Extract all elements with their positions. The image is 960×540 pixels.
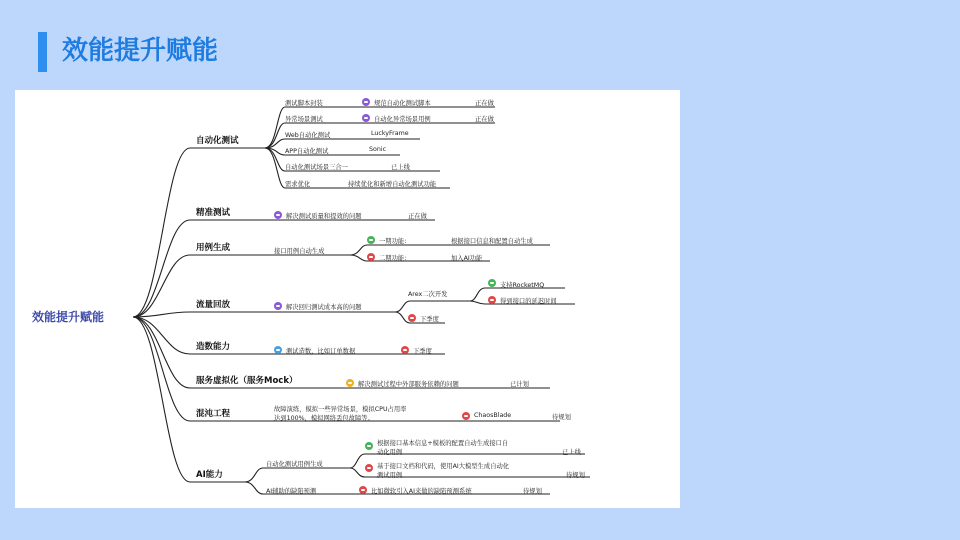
branch-chaos-engineering: 混沌工程 (196, 409, 231, 419)
page-title: 效能提升赋能 (62, 36, 219, 66)
status-label: 下季度 (413, 348, 432, 355)
node-note: 自动化异常场景用例 (374, 116, 431, 123)
node-phase-one: 一期功能: (379, 238, 407, 245)
node-latency: 得到接口的延迟时间 (500, 298, 557, 305)
node-requirement-optimization: 需求优化 (285, 181, 311, 188)
blue-dot-icon (274, 346, 282, 354)
node-note: 解决测试过程中外部服务依赖的问题 (358, 381, 459, 388)
node-chaos-desc-line1: 故障演练，模拟一些异常场景，模拟CPU占用率 (274, 406, 407, 413)
node-ai-defect-prediction: AI辅助的缺陷预测 (266, 488, 317, 495)
branch-traffic-replay: 流量回放 (196, 300, 231, 310)
status-label: 已计划 (510, 381, 529, 388)
node-three-in-one: 自动化测试场景三合一 (285, 164, 348, 171)
node-arex: Arex二次开发 (408, 291, 448, 298)
mindmap-root: 效能提升赋能 (32, 310, 105, 324)
status-label: 下季度 (420, 316, 439, 323)
node-script-encapsulation: 测试脚本封装 (285, 100, 323, 107)
node-exception-scenario: 异常场景测试 (285, 116, 323, 123)
status-label: 正在做 (475, 116, 494, 123)
red-dot-icon (367, 253, 375, 261)
title-accent-bar (38, 32, 47, 72)
purple-dot-icon (274, 211, 282, 219)
purple-dot-icon (362, 98, 370, 106)
node-note: 根据接口信息和配置自动生成 (451, 238, 533, 245)
node-ai-item2-line1: 基于接口文档和代码，使用AI大模型生成自动化 (377, 463, 510, 470)
green-dot-icon (365, 442, 373, 450)
node-api-case-autogen: 接口用例自动生成 (274, 248, 325, 255)
node-phase-two: 二期功能: (379, 255, 407, 262)
node-note: LuckyFrame (371, 130, 409, 137)
node-note: 测试造数，比如订单数据 (286, 348, 356, 355)
node-note: 持续优化和新增自动化测试功能 (348, 181, 437, 188)
node-ai-item1-line1: 根据接口基本信息+模板的配置自动生成接口自 (377, 440, 509, 447)
branch-precision-testing: 精准测试 (196, 208, 231, 218)
node-ai-item1-line2: 动化用例 (377, 449, 403, 456)
node-auto-case-generation: 自动化测试用例生成 (266, 461, 323, 468)
node-note: 加入AI功能 (451, 255, 483, 262)
node-note: Sonic (369, 146, 387, 153)
red-dot-icon (488, 296, 496, 304)
purple-dot-icon (362, 114, 370, 122)
node-web-automation: Web自动化测试 (285, 132, 331, 139)
mindmap-connectors (15, 90, 680, 508)
node-note: 解决测试质量和提效的问题 (286, 213, 362, 220)
status-label: 已上线 (562, 449, 581, 456)
node-note: 解决回归测试成本高的问题 (286, 304, 362, 311)
mindmap-panel (15, 90, 680, 508)
branch-service-virtualization: 服务虚拟化（服务Mock） (196, 376, 298, 386)
green-dot-icon (367, 236, 375, 244)
status-label: 待规划 (552, 414, 571, 421)
branch-case-generation: 用例生成 (196, 243, 231, 253)
node-chaosblade: ChaosBlade (474, 412, 512, 419)
node-note: 比如微软引入AI来做的缺陷预测系统 (371, 488, 472, 495)
red-dot-icon (408, 314, 416, 322)
node-note: 已上线 (391, 164, 410, 171)
purple-dot-icon (274, 302, 282, 310)
branch-ai-capability: AI能力 (196, 470, 223, 480)
green-dot-icon (488, 279, 496, 287)
branch-automation-testing: 自动化测试 (196, 136, 239, 146)
red-dot-icon (359, 486, 367, 494)
red-dot-icon (365, 464, 373, 472)
status-label: 待规划 (523, 488, 542, 495)
node-rocketmq: 支持RocketMQ (500, 282, 545, 289)
status-label: 正在做 (408, 213, 427, 220)
status-label: 正在做 (475, 100, 494, 107)
node-chaos-desc-line2: 达到100%，模拟网络丢包故障等。 (274, 415, 374, 422)
node-app-automation: APP自动化测试 (285, 148, 329, 155)
yellow-dot-icon (346, 379, 354, 387)
node-note: 规范自动化测试脚本 (374, 100, 431, 107)
red-dot-icon (462, 412, 470, 420)
branch-data-generation: 造数能力 (196, 342, 231, 352)
node-ai-item2-line2: 测试用例 (377, 472, 403, 479)
red-dot-icon (401, 346, 409, 354)
status-label: 待规划 (566, 472, 585, 479)
